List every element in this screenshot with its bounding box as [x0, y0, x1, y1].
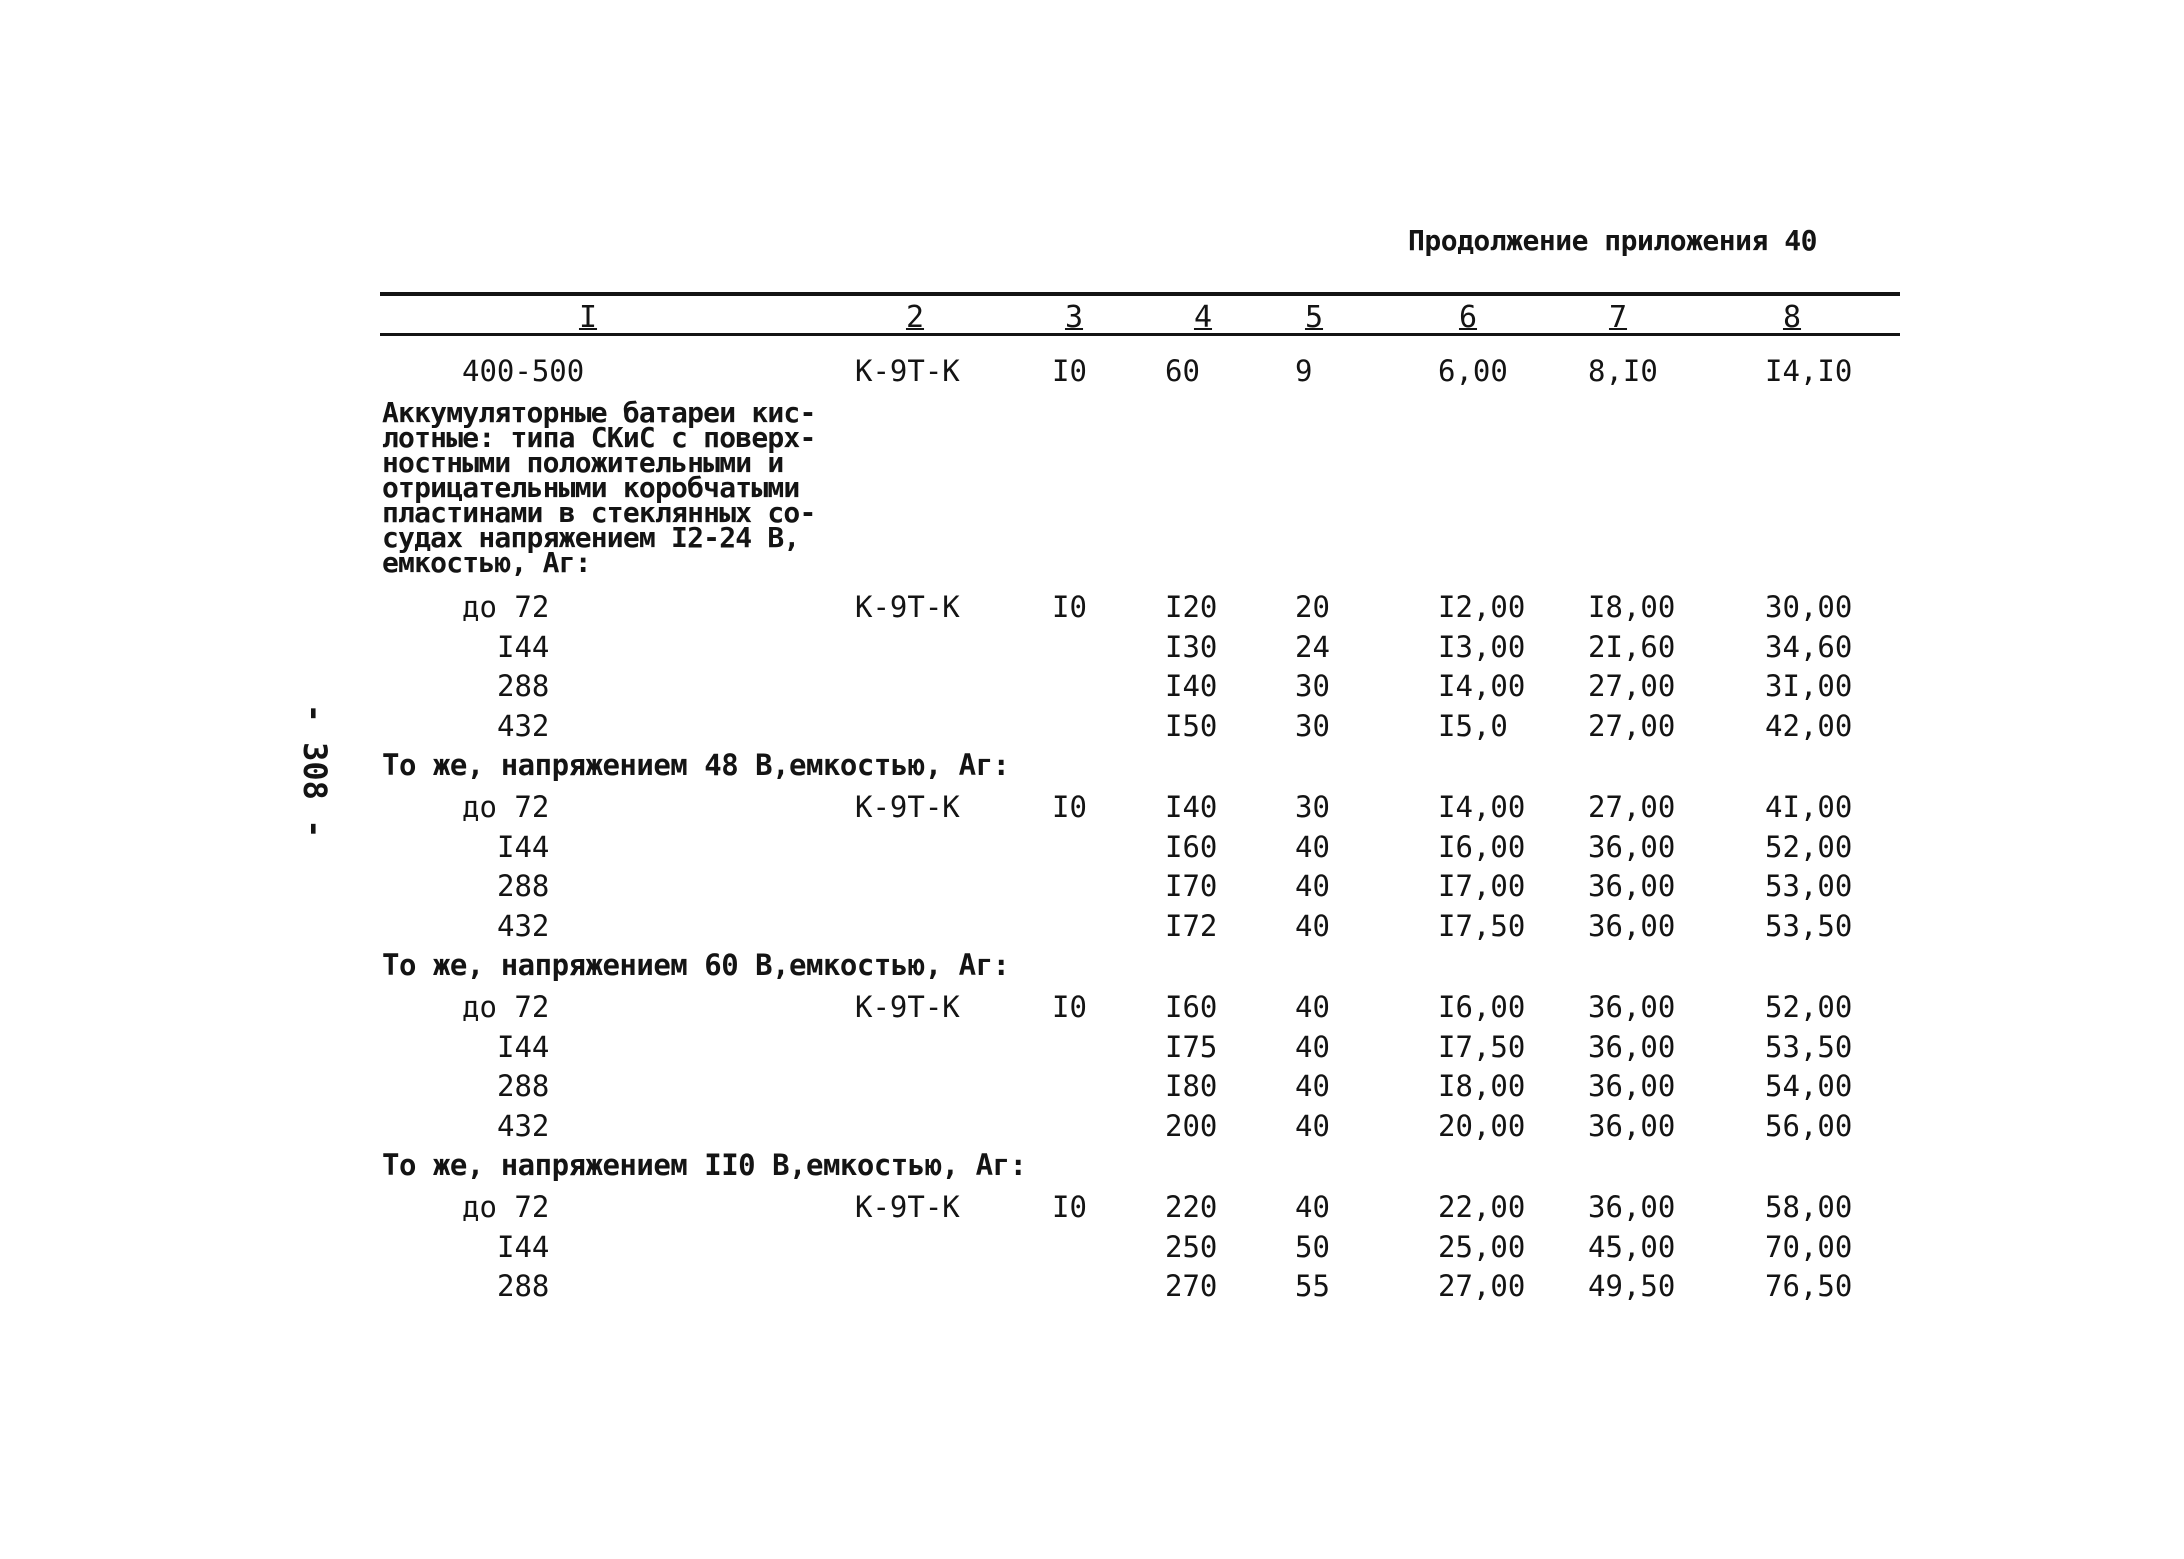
table-cell-col4: I75: [1165, 1029, 1218, 1064]
table-cell-col8: 58,00: [1765, 1190, 1853, 1224]
table-cell-col1: 288: [497, 669, 550, 703]
table-cell-col1: I44: [497, 1029, 550, 1064]
table-cell-col1: до 72: [462, 790, 550, 824]
table-cell-col3: I0: [1052, 354, 1087, 388]
table-cell-col7: 36,00: [1588, 829, 1676, 864]
table-cell-col4: I72: [1165, 908, 1218, 943]
table-cell-col6: I8,00: [1438, 1069, 1526, 1103]
table-cell-col1: 432: [497, 708, 550, 743]
table-cell-col7: 27,00: [1588, 669, 1676, 703]
column-header-5: 5: [1304, 300, 1324, 335]
column-header-1: I: [578, 300, 598, 335]
table-cell-col5: 40: [1295, 1190, 1330, 1224]
table-cell-col5: 40: [1295, 990, 1330, 1024]
table-cell-col8: 56,00: [1765, 1108, 1853, 1143]
section-description: Аккумуляторные батареи кис- лотные: типа СКиС с поверх- ностными положительными и отрицательными коробчатыми пластинами в стеклянных со- судах напряжением I2-24 В, емкостью, Аг:: [382, 396, 816, 579]
table-cell-col5: 50: [1295, 1229, 1330, 1264]
table-cell-col7: 36,00: [1588, 1190, 1676, 1224]
table-cell-col5: 9: [1295, 354, 1313, 388]
table-cell-col5: 40: [1295, 1069, 1330, 1103]
table-cell-col6: 22,00: [1438, 1190, 1526, 1224]
table-cell-col4: I40: [1165, 669, 1218, 703]
table-cell-col5: 30: [1295, 708, 1330, 743]
table-cell-col7: 8,I0: [1588, 354, 1658, 388]
table-cell-col6: I4,00: [1438, 790, 1526, 824]
table-cell-col8: 30,00: [1765, 590, 1853, 624]
section-title: То же, напряжением 60 В,емкостью, Аг:: [382, 948, 1010, 982]
table-cell-col7: 27,00: [1588, 708, 1676, 743]
table-cell-col4: 250: [1165, 1229, 1218, 1264]
table-cell-col4: 60: [1165, 354, 1200, 388]
table-cell-col6: I7,50: [1438, 1029, 1526, 1064]
table-cell-col7: 36,00: [1588, 869, 1676, 903]
table-cell-col1: 400-500: [462, 354, 585, 388]
column-header-2: 2: [905, 300, 925, 335]
table-cell-col5: 40: [1295, 908, 1330, 943]
table-cell-col1: I44: [497, 829, 550, 864]
table-cell-col7: 36,00: [1588, 1108, 1676, 1143]
table-cell-col8: 53,00: [1765, 869, 1853, 903]
table-cell-col1: 288: [497, 1069, 550, 1103]
table-cell-col7: 36,00: [1588, 1069, 1676, 1103]
table-cell-col8: 70,00: [1765, 1229, 1853, 1264]
table-cell-col4: I60: [1165, 829, 1218, 864]
table-cell-col4: I50: [1165, 708, 1218, 743]
table-cell-col7: 2I,60: [1588, 629, 1676, 664]
table-cell-col6: I4,00: [1438, 669, 1526, 703]
page-number-text: - 308 -: [296, 703, 334, 839]
table-cell-col2: К-9Т-К: [855, 1190, 960, 1224]
table-cell-col5: 40: [1295, 829, 1330, 864]
table-cell-col4: 270: [1165, 1269, 1218, 1303]
table-cell-col4: I80: [1165, 1069, 1218, 1103]
table-cell-col8: 52,00: [1765, 990, 1853, 1024]
table-cell-col5: 24: [1295, 629, 1330, 664]
column-header-6: 6: [1458, 300, 1478, 335]
table-cell-col8: 4I,00: [1765, 790, 1853, 824]
table-cell-col5: 30: [1295, 790, 1330, 824]
table-cell-col1: до 72: [462, 990, 550, 1024]
table-cell-col6: I2,00: [1438, 590, 1526, 624]
table-cell-col5: 55: [1295, 1269, 1330, 1303]
table-cell-col1: до 72: [462, 1190, 550, 1224]
table-cell-col4: 200: [1165, 1108, 1218, 1143]
table-cell-col3: I0: [1052, 1190, 1087, 1224]
table-cell-col8: 52,00: [1765, 829, 1853, 864]
table-cell-col5: 40: [1295, 869, 1330, 903]
table-cell-col4: 220: [1165, 1190, 1218, 1224]
table-cell-col2: К-9Т-К: [855, 354, 960, 388]
table-cell-col7: 27,00: [1588, 790, 1676, 824]
table-cell-col6: 25,00: [1438, 1229, 1526, 1264]
table-cell-col5: 40: [1295, 1029, 1330, 1064]
table-cell-col4: I30: [1165, 629, 1218, 664]
table-cell-col6: I6,00: [1438, 829, 1526, 864]
table-cell-col5: 20: [1295, 590, 1330, 624]
table-cell-col1: до 72: [462, 590, 550, 624]
table-cell-col8: 34,60: [1765, 629, 1853, 664]
table-cell-col4: I20: [1165, 590, 1218, 624]
table-cell-col3: I0: [1052, 990, 1087, 1024]
table-cell-col2: К-9Т-К: [855, 590, 960, 624]
table-cell-col3: I0: [1052, 790, 1087, 824]
table-cell-col1: 288: [497, 869, 550, 903]
table-cell-col8: 54,00: [1765, 1069, 1853, 1103]
table-cell-col2: К-9Т-К: [855, 790, 960, 824]
table-cell-col5: 40: [1295, 1108, 1330, 1143]
table-cell-col5: 30: [1295, 669, 1330, 703]
section-title: То же, напряжением 48 В,емкостью, Аг:: [382, 748, 1010, 782]
table-cell-col4: I70: [1165, 869, 1218, 903]
table-cell-col8: 53,50: [1765, 1029, 1853, 1064]
table-cell-col7: 45,00: [1588, 1229, 1676, 1264]
table-cell-col6: I7,50: [1438, 908, 1526, 943]
table-cell-col8: 53,50: [1765, 908, 1853, 943]
table-cell-col8: I4,I0: [1765, 354, 1853, 388]
column-header-4: 4: [1193, 300, 1213, 335]
table-cell-col6: I6,00: [1438, 990, 1526, 1024]
table-cell-col8: 76,50: [1765, 1269, 1853, 1303]
table-cell-col7: I8,00: [1588, 590, 1676, 624]
section-title: То же, напряжением II0 В,емкостью, Аг:: [382, 1148, 1027, 1182]
table-cell-col2: К-9Т-К: [855, 990, 960, 1024]
column-header-8: 8: [1782, 300, 1802, 335]
table-cell-col7: 49,50: [1588, 1269, 1676, 1303]
table-cell-col6: I7,00: [1438, 869, 1526, 903]
column-header-7: 7: [1608, 300, 1628, 335]
table-cell-col8: 42,00: [1765, 708, 1853, 743]
table-cell-col1: 288: [497, 1269, 550, 1303]
table-cell-col3: I0: [1052, 590, 1087, 624]
table-cell-col6: I3,00: [1438, 629, 1526, 664]
table-cell-col4: I40: [1165, 790, 1218, 824]
table-cell-col6: I5,0: [1438, 708, 1508, 743]
table-cell-col1: I44: [497, 1229, 550, 1264]
table-cell-col6: 27,00: [1438, 1269, 1526, 1303]
table-cell-col8: 3I,00: [1765, 669, 1853, 703]
table-cell-col1: I44: [497, 629, 550, 664]
table-cell-col1: 432: [497, 908, 550, 943]
table-cell-col7: 36,00: [1588, 1029, 1676, 1064]
table-cell-col1: 432: [497, 1108, 550, 1143]
table-cell-col7: 36,00: [1588, 990, 1676, 1024]
column-header-3: 3: [1064, 300, 1084, 335]
table-cell-col6: 6,00: [1438, 354, 1508, 388]
table-cell-col4: I60: [1165, 990, 1218, 1024]
table-cell-col6: 20,00: [1438, 1108, 1526, 1143]
table-top-rule: [380, 292, 1900, 296]
table-cell-col7: 36,00: [1588, 908, 1676, 943]
continuation-heading: Продолжение приложения 40: [1408, 224, 1817, 257]
